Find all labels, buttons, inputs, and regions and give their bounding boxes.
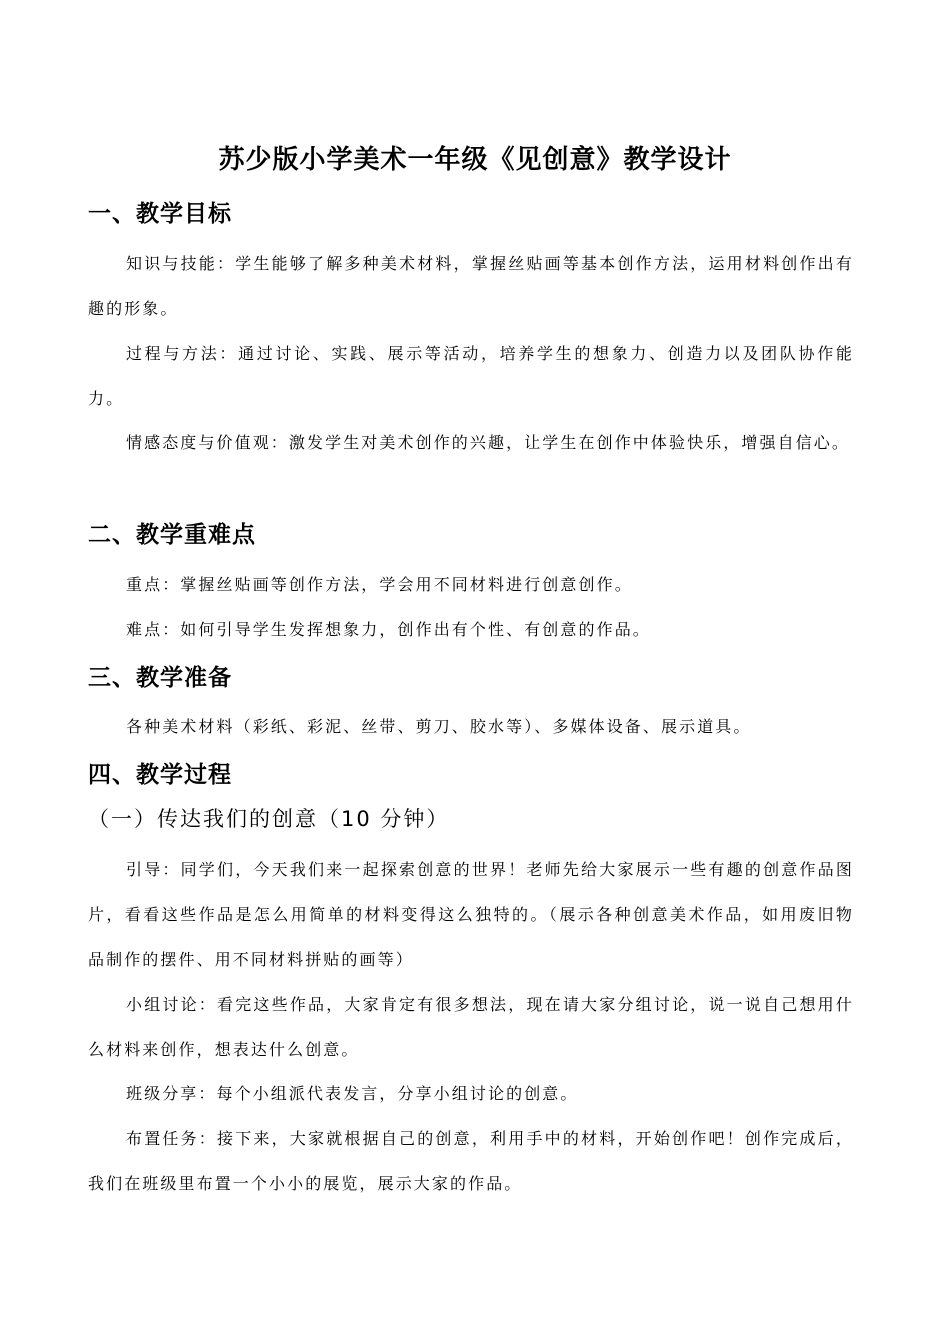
paragraph-key-point: 重点：掌握丝贴画等创作方法，学会用不同材料进行创意创作。: [126, 575, 633, 594]
paragraph-difficult-point: 难点：如何引导学生发挥想象力，创作出有个性、有创意的作品。: [126, 620, 651, 639]
section-heading-preparation: 三、教学准备: [88, 665, 232, 691]
paragraph-process-methods: 过程与方法：通过讨论、实践、展示等活动，培养学生的想象力、创造力以及团队协作能力。: [88, 344, 854, 408]
paragraph-introduction: 引导：同学们，今天我们来一起探索创意的世界！老师先给大家展示一些有趣的创意作品图片，看看这些作品是怎么用简单的材料变得这么独特的。（展示各种创意美术作品，如用废旧物品制作的摆件、用不同材料拼贴的画等）: [88, 860, 854, 969]
paragraph-materials: 各种美术材料（彩纸、彩泥、丝带、剪刀、胶水等）、多媒体设备、展示道具。: [126, 717, 752, 736]
paragraph-knowledge-skills: 知识与技能：学生能够了解多种美术材料，掌握丝贴画等基本创作方法，运用材料创作出有趣的形象。: [88, 254, 854, 318]
paragraph-assign-task: 布置任务：接下来，大家就根据自己的创意，利用手中的材料，开始创作吧！创作完成后，我们在班级里布置一个小小的展览，展示大家的作品。: [88, 1129, 854, 1193]
section-heading-process: 四、教学过程: [88, 762, 232, 788]
section-heading-key-points: 二、教学重难点: [88, 522, 256, 548]
subsection-heading-creative-sharing: （一）传达我们的创意（10 分钟）: [88, 807, 450, 831]
paragraph-group-discussion: 小组讨论：看完这些作品，大家肯定有很多想法，现在请大家分组讨论，说一说自己想用什么材料来创作，想表达什么创意。: [88, 995, 854, 1059]
paragraph-class-sharing: 班级分享：每个小组派代表发言，分享小组讨论的创意。: [126, 1084, 579, 1103]
paragraph-emotion-values: 情感态度与价值观：激发学生对美术创作的兴趣，让学生在创作中体验快乐，增强自信心。: [126, 433, 851, 452]
section-heading-objectives: 一、教学目标: [88, 201, 232, 227]
document-title: 苏少版小学美术一年级《见创意》教学设计: [218, 145, 732, 175]
